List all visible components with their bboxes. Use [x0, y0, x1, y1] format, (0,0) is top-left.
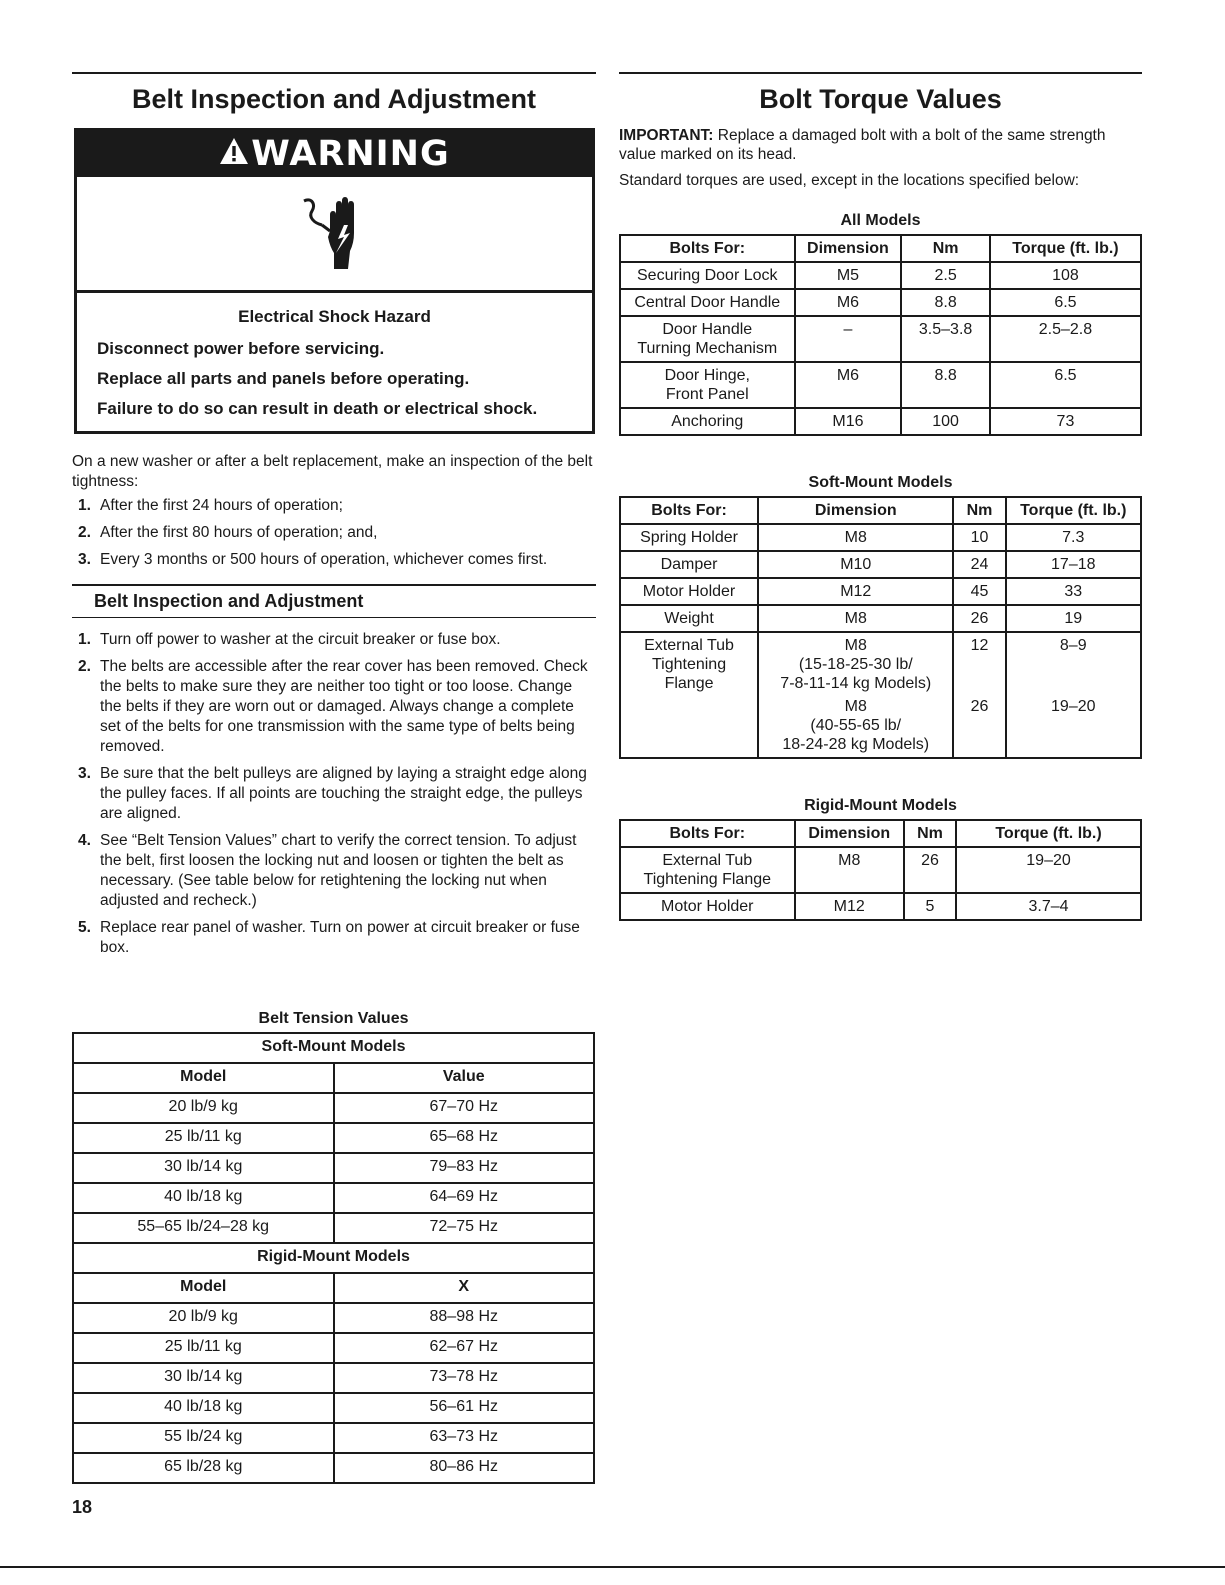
soft-mount-rows: [73, 1093, 594, 1243]
table-cell: M6: [795, 289, 902, 316]
warning-text: [77, 293, 592, 431]
column-header: Dimension: [795, 235, 902, 262]
table-row: [620, 632, 1141, 758]
table-cell: Central Door Handle: [620, 289, 795, 316]
table-cell: 55 lb/24 kg: [73, 1423, 334, 1453]
inspection-schedule-list: [72, 496, 596, 570]
warning-box: [74, 128, 595, 434]
table-row: [620, 893, 1141, 920]
table-cell: 30 lb/14 kg: [73, 1153, 334, 1183]
table-cell: Weight: [620, 605, 758, 632]
table-cell: 63–73 Hz: [334, 1423, 595, 1453]
belt-inspection-title: Belt Inspection and Adjustment: [72, 72, 596, 119]
table-cell: 8.8: [901, 289, 990, 316]
table-cell: Door Hinge, Front Panel: [620, 362, 795, 408]
all-models-table: [619, 234, 1142, 436]
table-cell: Motor Holder: [620, 578, 758, 605]
column-header: Torque (ft. lb.): [990, 235, 1141, 262]
table-cell: 2.5–2.8: [990, 316, 1141, 362]
table-cell: [758, 632, 953, 758]
table-row: [73, 1153, 594, 1183]
list-item: 4. See “Belt Tension Values” chart to verify the correct tension. To adjust the belt, first loosen the locking nut and loosen or tighten the belt as necessary. (See table below for retightening the locking nut when adjusted and recheck.): [78, 832, 577, 909]
table-row: [73, 1333, 594, 1363]
column-header: Bolts For:: [620, 820, 795, 847]
list-item: 3. Every 3 months or 500 hours of operation, whichever comes first.: [78, 551, 548, 568]
table-cell: 45: [953, 578, 1005, 605]
rigid-mount-rows: [620, 847, 1141, 920]
warning-line-1: Disconnect power before servicing.: [97, 339, 385, 358]
table-row: [620, 289, 1141, 316]
hazard-title: Electrical Shock Hazard: [238, 307, 431, 326]
table-row: [73, 1363, 594, 1393]
rigid-mount-rows: [73, 1303, 594, 1483]
table-row: [620, 362, 1141, 408]
belt-tension-table-block: [72, 1010, 595, 1484]
table-cell: 5: [904, 893, 956, 920]
table-row: [620, 578, 1141, 605]
table-cell: 7.3: [1006, 524, 1141, 551]
table-cell: 73: [990, 408, 1141, 435]
table-cell: 33: [1006, 578, 1141, 605]
warning-triangle-icon: [219, 134, 249, 174]
left-column: [72, 72, 596, 965]
table-cell: 17–18: [1006, 551, 1141, 578]
table-row: [620, 524, 1141, 551]
table-row: [73, 1093, 594, 1123]
soft-mount-title: Soft-Mount Models: [73, 1033, 594, 1063]
table-cell: Door Handle Turning Mechanism: [620, 316, 795, 362]
warning-banner: [77, 131, 592, 177]
electrical-shock-hand-icon: [300, 191, 370, 276]
warning-icon-area: [77, 177, 592, 293]
table-cell: M5: [795, 262, 902, 289]
table-row: [620, 605, 1141, 632]
column-header: Torque (ft. lb.): [956, 820, 1141, 847]
table-cell: 20 lb/9 kg: [73, 1303, 334, 1333]
table-cell: Securing Door Lock: [620, 262, 795, 289]
table-cell: 25 lb/11 kg: [73, 1333, 334, 1363]
table-cell: M12: [758, 578, 953, 605]
list-item: 3. Be sure that the belt pulleys are aligned by laying a straight edge along the pulley faces. If all points are touching the straight edge, the pulleys are aligned.: [78, 765, 587, 822]
table-cell: M16: [795, 408, 902, 435]
belt-tension-table: [72, 1032, 595, 1484]
flange-nm-1: 12: [970, 637, 989, 654]
table-cell: 64–69 Hz: [334, 1183, 595, 1213]
table-cell: 56–61 Hz: [334, 1393, 595, 1423]
rigid-mount-caption: Rigid-Mount Models: [804, 797, 957, 814]
column-header: Value: [334, 1063, 595, 1093]
table-cell: 19: [1006, 605, 1141, 632]
table-cell: M8: [795, 847, 904, 893]
table-cell: 25 lb/11 kg: [73, 1123, 334, 1153]
table-row: [73, 1303, 594, 1333]
table-cell: 79–83 Hz: [334, 1153, 595, 1183]
table-row: [73, 1423, 594, 1453]
table-cell: –: [795, 316, 902, 362]
column-header: Nm: [901, 235, 990, 262]
flange-nm-2: 26: [970, 698, 989, 715]
right-column: [619, 72, 1142, 921]
table-cell: 10: [953, 524, 1005, 551]
table-row: [73, 1183, 594, 1213]
flange-dimension-1: M8 (15-18-25-30 lb/ 7-8-11-14 kg Models): [780, 637, 932, 692]
table-cell: Damper: [620, 551, 758, 578]
column-header: Model: [73, 1063, 334, 1093]
list-item: 1. After the first 24 hours of operation;: [78, 497, 343, 514]
table-row: [73, 1123, 594, 1153]
table-cell: 67–70 Hz: [334, 1093, 595, 1123]
page-number: 18: [72, 1497, 93, 1517]
important-paragraph: [619, 126, 1142, 164]
table-row: [73, 1213, 594, 1243]
table-row: [620, 262, 1141, 289]
procedure-list: [72, 630, 596, 958]
rigid-mount-table: [619, 819, 1142, 921]
table-cell: 19–20: [956, 847, 1141, 893]
table-cell: [1006, 632, 1141, 758]
soft-mount-table: [619, 496, 1142, 759]
column-header: Nm: [904, 820, 956, 847]
table-cell: M10: [758, 551, 953, 578]
table-cell: 65–68 Hz: [334, 1123, 595, 1153]
soft-mount-caption: Soft-Mount Models: [808, 474, 953, 491]
table-cell: Spring Holder: [620, 524, 758, 551]
table-row: [620, 551, 1141, 578]
table-cell: Motor Holder: [620, 893, 795, 920]
table-cell: 3.5–3.8: [901, 316, 990, 362]
table-cell: 24: [953, 551, 1005, 578]
table-row: [620, 408, 1141, 435]
table-cell: 73–78 Hz: [334, 1363, 595, 1393]
all-models-block: [619, 212, 1142, 436]
warning-banner-text: WARNING: [251, 134, 450, 174]
table-cell: 8.8: [901, 362, 990, 408]
table-cell: M8: [758, 605, 953, 632]
table-cell: 26: [904, 847, 956, 893]
table-cell: 2.5: [901, 262, 990, 289]
table-cell: 40 lb/18 kg: [73, 1183, 334, 1213]
table-cell: 108: [990, 262, 1141, 289]
table-cell: 65 lb/28 kg: [73, 1453, 334, 1483]
soft-mount-rows: [620, 524, 1141, 632]
table-cell: 6.5: [990, 362, 1141, 408]
table-cell: M12: [795, 893, 904, 920]
column-header: Nm: [953, 497, 1005, 524]
column-header: Bolts For:: [620, 497, 758, 524]
table-cell: 26: [953, 605, 1005, 632]
column-header: Dimension: [795, 820, 904, 847]
table-row: [620, 847, 1141, 893]
rigid-mount-title: Rigid-Mount Models: [73, 1243, 594, 1273]
table-cell: Anchoring: [620, 408, 795, 435]
table-cell: 62–67 Hz: [334, 1333, 595, 1363]
belt-tension-caption: Belt Tension Values: [258, 1010, 409, 1027]
table-cell: 6.5: [990, 289, 1141, 316]
table-cell: 40 lb/18 kg: [73, 1393, 334, 1423]
table-cell: [953, 632, 1005, 758]
table-row: [73, 1393, 594, 1423]
bolt-torque-title: Bolt Torque Values: [619, 72, 1142, 119]
table-row: [73, 1453, 594, 1483]
table-cell: M6: [795, 362, 902, 408]
soft-mount-block: [619, 474, 1142, 759]
standard-text: Standard torques are used, except in the locations specified below:: [619, 172, 1080, 189]
table-cell: External Tub Tightening Flange: [620, 847, 795, 893]
table-cell: 3.7–4: [956, 893, 1141, 920]
column-header: Model: [73, 1273, 334, 1303]
column-header: Dimension: [758, 497, 953, 524]
table-cell: 100: [901, 408, 990, 435]
flange-torque-2: 19–20: [1051, 698, 1096, 715]
bottom-divider: [0, 1566, 1225, 1568]
table-cell: 72–75 Hz: [334, 1213, 595, 1243]
table-cell: 20 lb/9 kg: [73, 1093, 334, 1123]
list-item: 2. The belts are accessible after the rear cover has been removed. Check the belts to make sure they are neither too tight or too loose. Change the belts if they are worn out or damaged. Always change a complete set of the belts for one transmission with the same type of belts being removed.: [78, 658, 588, 755]
all-models-caption: All Models: [840, 212, 921, 229]
table-cell: M8: [758, 524, 953, 551]
all-models-rows: [620, 262, 1141, 435]
table-cell: 55–65 lb/24–28 kg: [73, 1213, 334, 1243]
column-header: Bolts For:: [620, 235, 795, 262]
important-label: IMPORTANT:: [619, 127, 714, 144]
intro-paragraph: On a new washer or after a belt replacement, make an inspection of the belt tightness:: [72, 453, 593, 490]
table-cell: 80–86 Hz: [334, 1453, 595, 1483]
subsection-title: Belt Inspection and Adjustment: [72, 584, 596, 618]
warning-line-2: Replace all parts and panels before operating.: [97, 369, 470, 388]
important-text: Replace a damaged bolt with a bolt of the same strength value marked on its head.: [619, 127, 1106, 163]
table-cell: 88–98 Hz: [334, 1303, 595, 1333]
warning-line-3: Failure to do so can result in death or electrical shock.: [97, 399, 538, 418]
list-item: 1. Turn off power to washer at the circuit breaker or fuse box.: [78, 631, 501, 648]
column-header: Torque (ft. lb.): [1006, 497, 1141, 524]
table-row: [620, 316, 1141, 362]
table-cell: External Tub Tightening Flange: [620, 632, 758, 758]
column-header: X: [334, 1273, 595, 1303]
rigid-mount-block: [619, 797, 1142, 921]
flange-dimension-2: M8 (40-55-65 lb/ 18-24-28 kg Models): [782, 698, 930, 753]
list-item: 5. Replace rear panel of washer. Turn on power at circuit breaker or fuse box.: [78, 919, 580, 956]
flange-torque-1: 8–9: [1059, 637, 1087, 654]
table-cell: 30 lb/14 kg: [73, 1363, 334, 1393]
list-item: 2. After the first 80 hours of operation; and,: [78, 524, 378, 541]
